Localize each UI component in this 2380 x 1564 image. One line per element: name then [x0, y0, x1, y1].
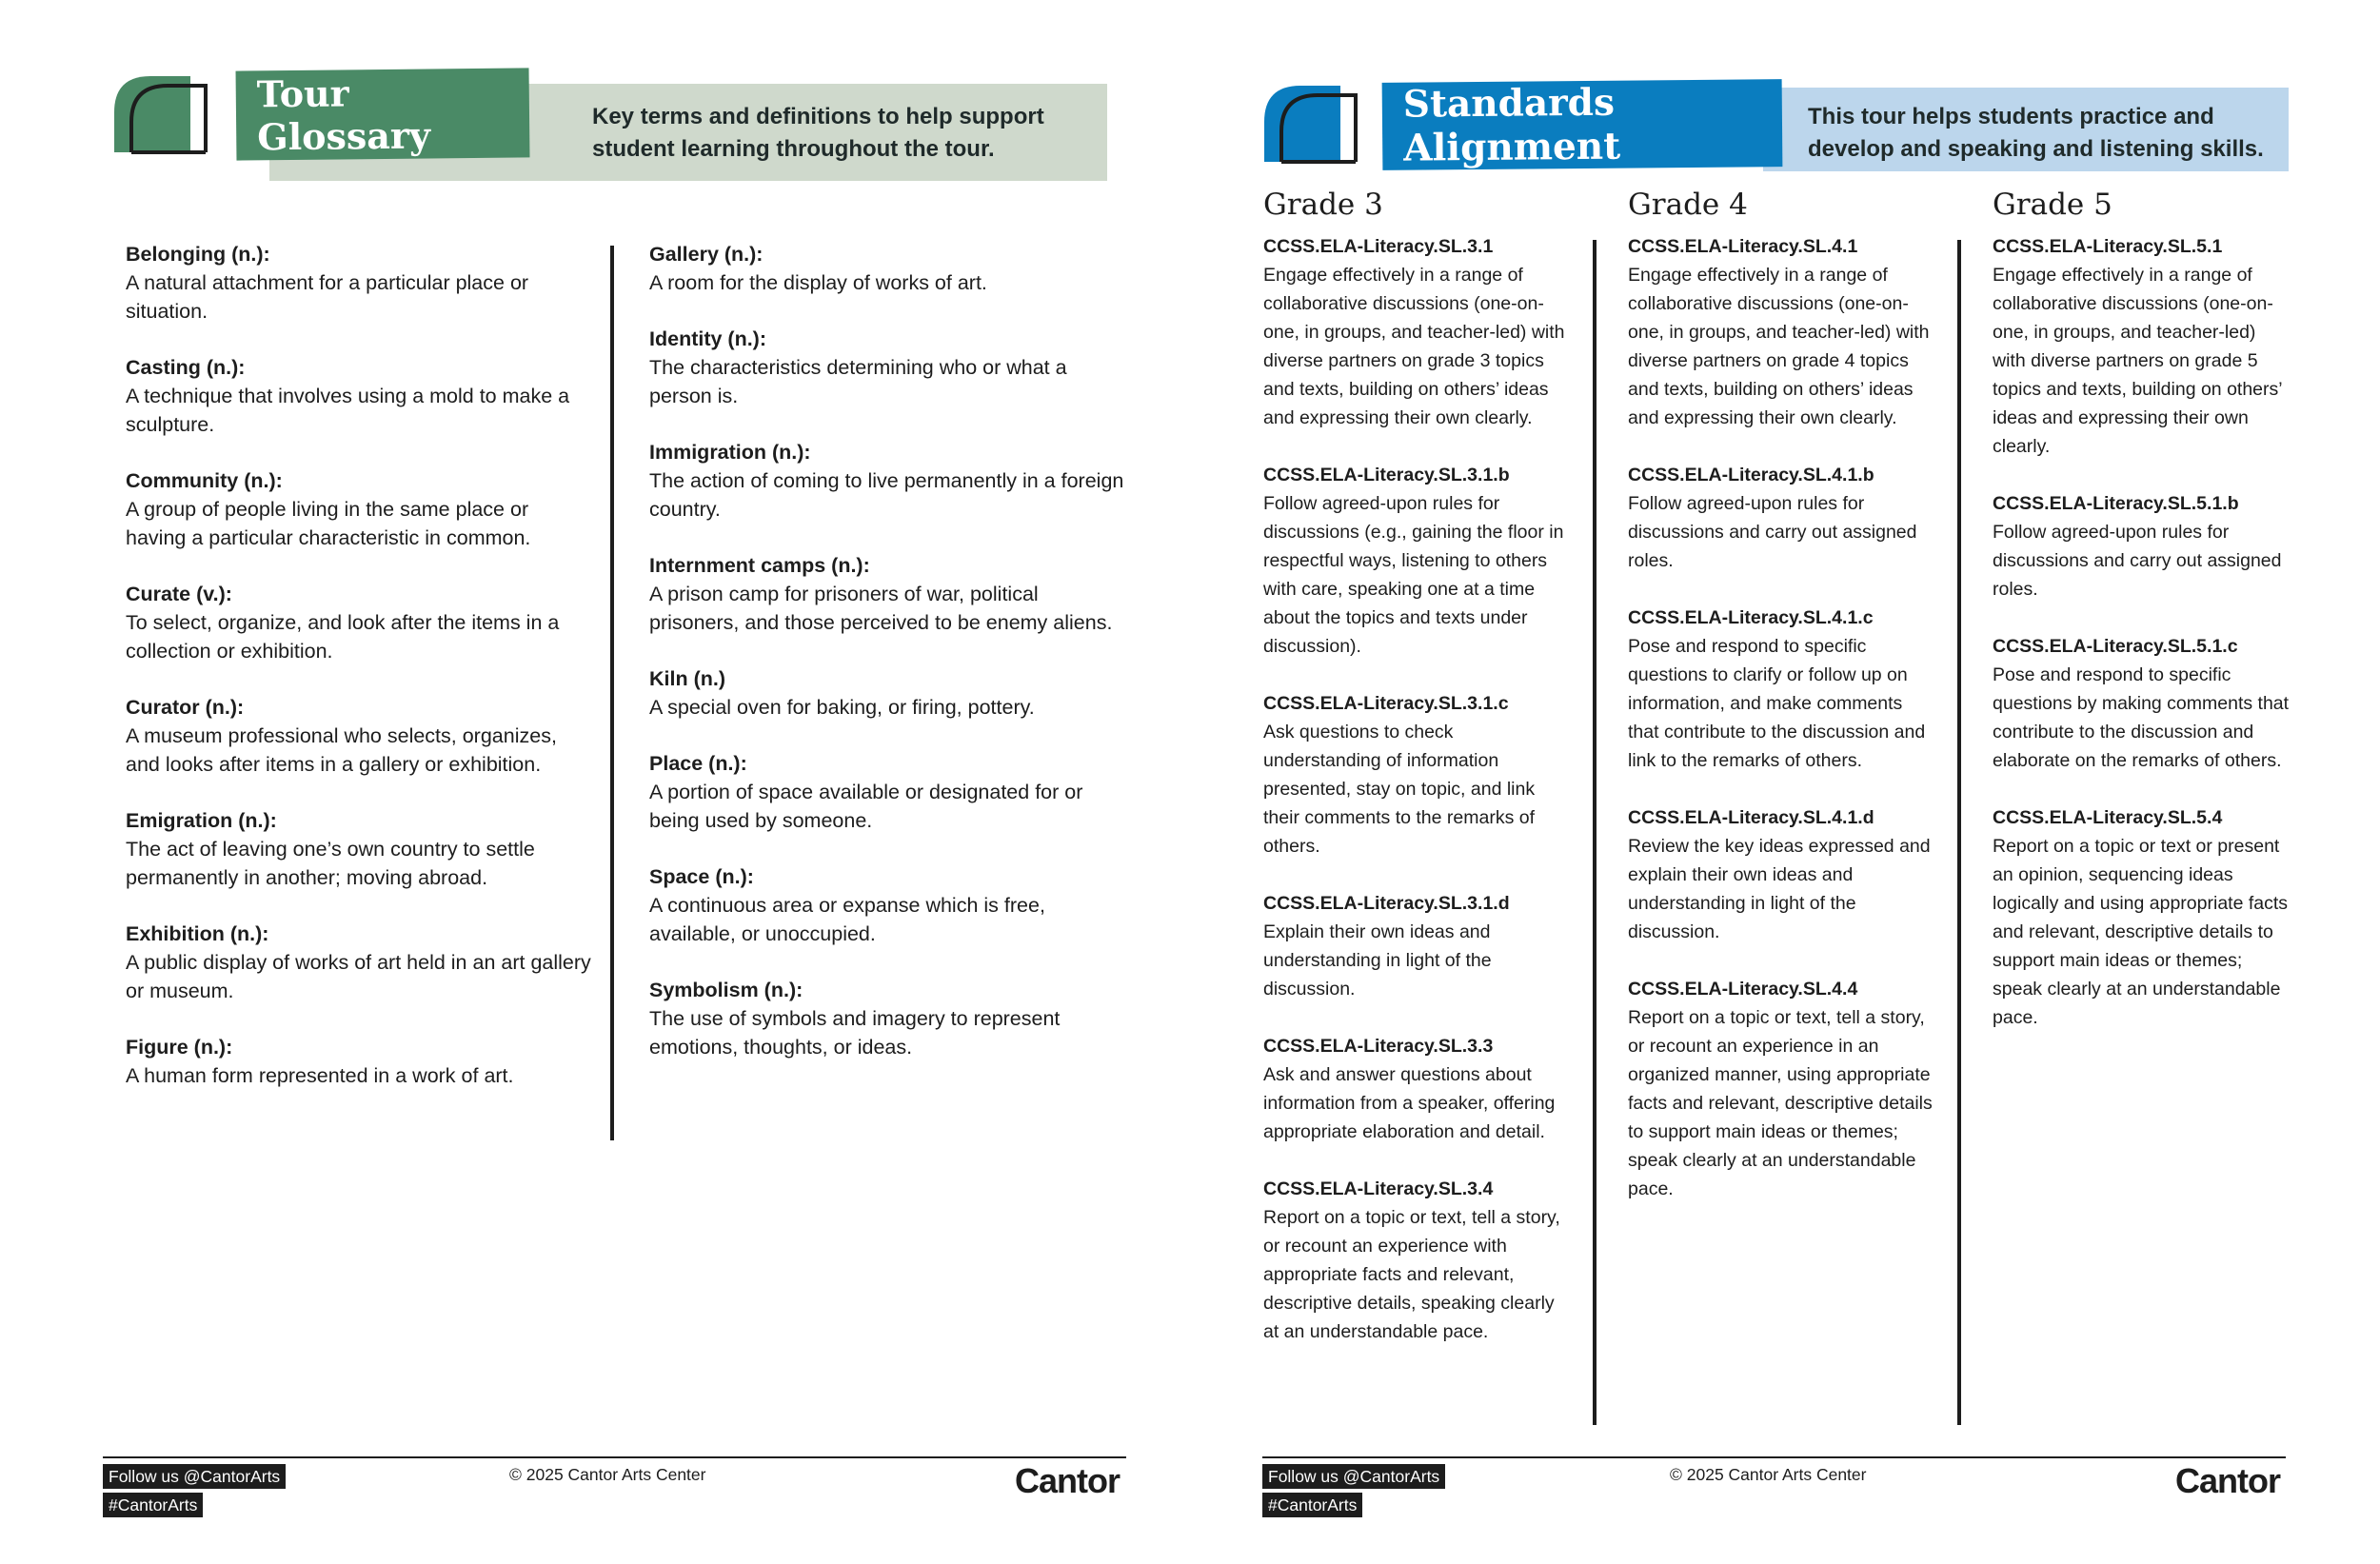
standard-text: Report on a topic or text or present an opinion, sequencing ideas logically and using appropriate facts and relevant, descriptive details to support main ideas or themes; speak clearly at an understandable pace.	[1993, 836, 2289, 1028]
glossary-entry	[126, 920, 592, 1005]
glossary-term: Exhibition (n.):	[126, 922, 269, 945]
standard-code: CCSS.ELA-Literacy.SL.4.1.c	[1628, 607, 1874, 628]
standard-code: CCSS.ELA-Literacy.SL.4.1.d	[1628, 807, 1874, 828]
glossary-term: Identity (n.):	[649, 327, 767, 350]
glossary-title: Tour Glossary	[236, 68, 530, 160]
standard-code: CCSS.ELA-Literacy.SL.4.1.b	[1628, 465, 1874, 485]
standard-text: Explain their own ideas and understanding in light of the discussion.	[1263, 921, 1492, 1000]
standard-text: Follow agreed-upon rules for discussions (e.g., gaining the floor in respectful ways, listening to others with care, speaking one at a time about the topics and texts under discussion).	[1263, 493, 1564, 657]
standard-code: CCSS.ELA-Literacy.SL.5.1	[1993, 236, 2223, 257]
glossary-entry	[649, 976, 1125, 1061]
standard-code: CCSS.ELA-Literacy.SL.3.1.d	[1263, 893, 1510, 914]
glossary-term: Figure (n.):	[126, 1036, 233, 1059]
standard-entry	[1263, 1175, 1573, 1346]
standard-text: Pose and respond to specific questions by making comments that contribute to the discussion and elaborate on the remarks of others.	[1993, 664, 2290, 771]
follow-tag[interactable]: Follow us @CantorArts	[1262, 1464, 1445, 1489]
glossary-entry	[126, 1033, 592, 1090]
standard-code: CCSS.ELA-Literacy.SL.3.1.b	[1263, 465, 1510, 485]
glossary-column-1	[126, 240, 592, 1118]
standard-entry	[1263, 689, 1573, 861]
standards-title: Standards Alignment	[1382, 79, 1783, 170]
glossary-term: Casting (n.):	[126, 356, 246, 379]
grade-3-standards	[1263, 232, 1573, 1375]
standard-entry	[1993, 232, 2292, 461]
standard-text: Ask questions to check understanding of information presented, stay on topic, and link their comments to the remarks of others.	[1263, 722, 1536, 857]
standard-code: CCSS.ELA-Literacy.SL.3.3	[1263, 1036, 1494, 1057]
glossary-definition: A portion of space available or designated for or being used by someone.	[649, 781, 1083, 832]
glossary-term: Internment camps (n.):	[649, 554, 870, 577]
standard-code: CCSS.ELA-Literacy.SL.3.1	[1263, 236, 1494, 257]
glossary-entry	[649, 240, 1125, 297]
glossary-entry	[126, 353, 592, 439]
glossary-entry	[126, 240, 592, 326]
glossary-definition: To select, organize, and look after the items in a collection or exhibition.	[126, 611, 560, 663]
glossary-term: Immigration (n.):	[649, 441, 811, 464]
standard-entry	[1993, 632, 2292, 775]
glossary-term: Community (n.):	[126, 469, 283, 492]
glossary-term: Gallery (n.):	[649, 243, 764, 266]
glossary-term: Symbolism (n.):	[649, 979, 803, 1001]
grade-4-heading: Grade 4	[1628, 188, 1748, 222]
grade-3-heading: Grade 3	[1263, 188, 1383, 222]
standard-entry	[1263, 232, 1573, 432]
standard-entry	[1628, 803, 1933, 946]
glossary-definition: A public display of works of art held in an art gallery or museum.	[126, 951, 591, 1002]
glossary-definition: A continuous area or expanse which is free, available, or unoccupied.	[649, 894, 1045, 945]
glossary-definition: The use of symbols and imagery to represent emotions, thoughts, or ideas.	[649, 1007, 1061, 1059]
glossary-entry	[126, 806, 592, 892]
standard-entry	[1263, 1032, 1573, 1146]
grade-5-heading: Grade 5	[1993, 188, 2112, 222]
standard-entry	[1993, 803, 2292, 1032]
standard-entry	[1263, 889, 1573, 1003]
glossary-column-2	[649, 240, 1125, 1089]
copyright: © 2025 Cantor Arts Center	[509, 1465, 706, 1484]
glossary-entry	[126, 580, 592, 665]
glossary-entry	[126, 466, 592, 552]
standard-entry	[1628, 975, 1933, 1203]
glossary-term: Place (n.):	[649, 752, 747, 775]
standard-text: Engage effectively in a range of collaborative discussions (one-on-one, in groups, and teacher-led) with diverse partners on grade 5 topics and texts, building on others’ ideas and expressing their own clearly.	[1993, 265, 2282, 457]
glossary-definition: The act of leaving one’s own country to settle permanently in another; moving abroad.	[126, 838, 535, 889]
grade-4-standards	[1628, 232, 1933, 1232]
glossary-entry	[126, 693, 592, 779]
glossary-term: Kiln (n.)	[649, 667, 726, 690]
cantor-logo: Cantor	[1015, 1461, 1120, 1500]
glossary-definition: A prison camp for prisoners of war, political prisoners, and those perceived to be enemy aliens.	[649, 583, 1113, 634]
column-divider	[1957, 240, 1961, 1425]
glossary-definition: A special oven for baking, or firing, pottery.	[649, 696, 1035, 719]
standard-entry	[1628, 232, 1933, 432]
glossary-definition: A technique that involves using a mold to make a sculpture.	[126, 385, 570, 436]
glossary-entry	[649, 438, 1125, 524]
grade-5-standards	[1993, 232, 2292, 1060]
glossary-entry	[649, 862, 1125, 948]
hashtag-tag[interactable]: #CantorArts	[1262, 1493, 1362, 1517]
quarter-circle-logo-icon	[112, 74, 208, 156]
standard-entry	[1263, 461, 1573, 661]
footer-rule	[1262, 1456, 2286, 1458]
glossary-term: Curator (n.):	[126, 696, 245, 719]
glossary-entry	[649, 325, 1125, 410]
glossary-definition: A museum professional who selects, organizes, and looks after items in a gallery or exhibition.	[126, 724, 557, 776]
standard-entry	[1993, 489, 2292, 604]
cantor-logo: Cantor	[2175, 1461, 2280, 1500]
glossary-subtitle: Key terms and definitions to help support student learning throughout the tour.	[592, 104, 1044, 162]
standard-text: Report on a topic or text, tell a story, or recount an experience in an organized manner, using appropriate facts and relevant, descriptive details to support main ideas or themes; speak clearly at an understandable pace.	[1628, 1007, 1933, 1199]
glossary-definition: A room for the display of works of art.	[649, 271, 987, 294]
standard-text: Engage effectively in a range of collaborative discussions (one-on-one, in groups, and teacher-led) with diverse partners on grade 3 topics and texts, building on others’ ideas and expressing their own clearly.	[1263, 265, 1565, 428]
standard-code: CCSS.ELA-Literacy.SL.3.1.c	[1263, 693, 1509, 714]
standard-text: Follow agreed-upon rules for discussions and carry out assigned roles.	[1628, 493, 1917, 571]
standard-code: CCSS.ELA-Literacy.SL.5.1.b	[1993, 493, 2239, 514]
standard-code: CCSS.ELA-Literacy.SL.4.1	[1628, 236, 1858, 257]
standard-entry	[1628, 461, 1933, 575]
glossary-term: Belonging (n.):	[126, 243, 270, 266]
column-divider	[610, 246, 614, 1140]
standard-text: Engage effectively in a range of collaborative discussions (one-on-one, in groups, and teacher-led) with diverse partners on grade 4 topics and texts, building on others’ ideas and expressing their own clearly.	[1628, 265, 1930, 428]
glossary-definition: A group of people living in the same place or having a particular characteristic in common.	[126, 498, 531, 549]
copyright: © 2025 Cantor Arts Center	[1670, 1465, 1867, 1484]
glossary-term: Curate (v.):	[126, 583, 232, 605]
glossary-entry	[649, 551, 1125, 637]
footer-rule	[103, 1456, 1126, 1458]
standard-code: CCSS.ELA-Literacy.SL.5.1.c	[1993, 636, 2238, 657]
glossary-term: Emigration (n.):	[126, 809, 277, 832]
quarter-circle-logo-icon	[1262, 84, 1358, 166]
glossary-term: Space (n.):	[649, 865, 754, 888]
standard-entry	[1628, 604, 1933, 775]
hashtag-tag[interactable]: #CantorArts	[103, 1493, 203, 1517]
standard-code: CCSS.ELA-Literacy.SL.3.4	[1263, 1178, 1494, 1199]
standard-code: CCSS.ELA-Literacy.SL.5.4	[1993, 807, 2223, 828]
glossary-definition: The action of coming to live permanently in a foreign country.	[649, 469, 1124, 521]
standard-text: Ask and answer questions about information from a speaker, offering appropriate elaboration and detail.	[1263, 1064, 1556, 1142]
glossary-definition: The characteristics determining who or what a person is.	[649, 356, 1067, 407]
standard-text: Report on a topic or text, tell a story, or recount an experience with appropriate facts and relevant, descriptive details, speaking clearly at an understandable pace.	[1263, 1207, 1560, 1342]
glossary-entry	[649, 664, 1125, 722]
follow-tag[interactable]: Follow us @CantorArts	[103, 1464, 286, 1489]
standard-text: Follow agreed-upon rules for discussions and carry out assigned roles.	[1993, 522, 2282, 600]
glossary-entry	[649, 749, 1125, 835]
column-divider	[1593, 240, 1597, 1425]
standard-text: Pose and respond to specific questions to clarify or follow up on information, and make comments that contribute to the discussion and link to the remarks of others.	[1628, 636, 1926, 771]
glossary-definition: A natural attachment for a particular place or situation.	[126, 271, 529, 323]
standards-subtitle: This tour helps students practice and develop and speaking and listening skills.	[1808, 104, 2264, 162]
standard-code: CCSS.ELA-Literacy.SL.4.4	[1628, 979, 1858, 1000]
glossary-definition: A human form represented in a work of art.	[126, 1064, 514, 1087]
standard-text: Review the key ideas expressed and explain their own ideas and understanding in light of the discussion.	[1628, 836, 1931, 942]
